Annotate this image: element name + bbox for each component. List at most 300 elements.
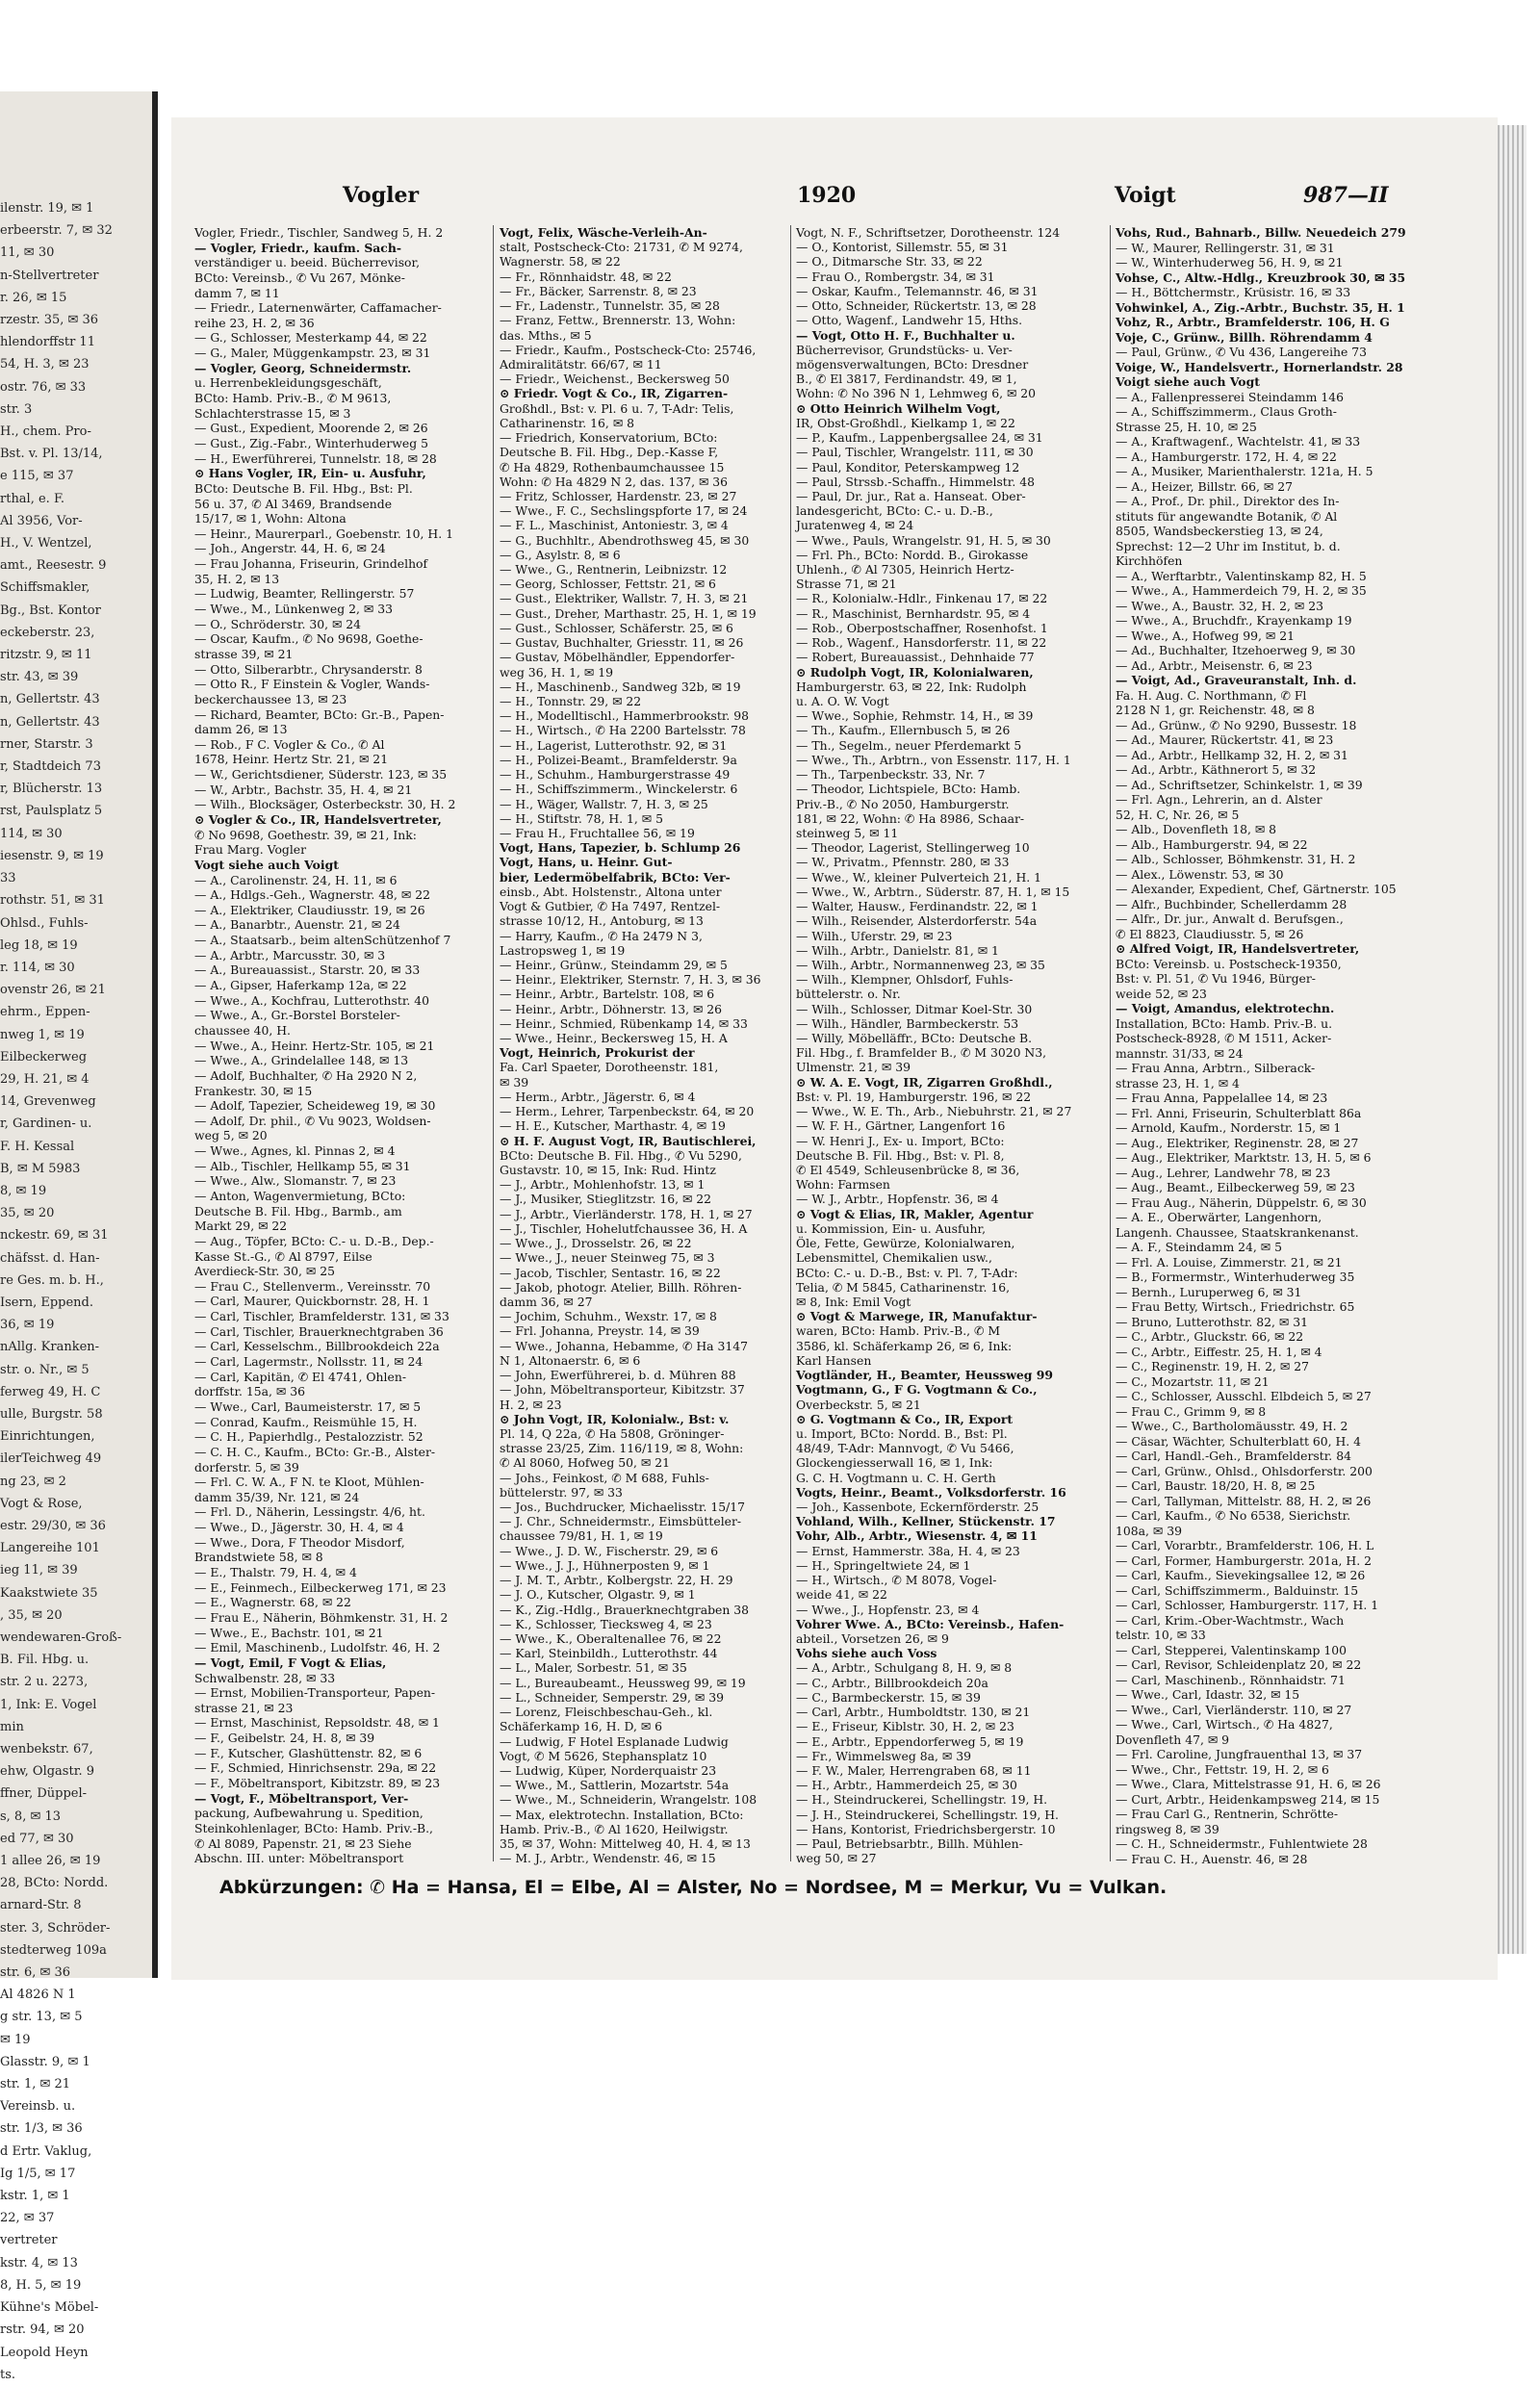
- directory-entry: mögensverwaltungen, BCto: Dresdner: [796, 356, 1029, 372]
- directory-entry: — Wwe., E., Bachstr. 101, ✉ 21: [194, 1625, 384, 1640]
- directory-entry: — C., Arbtr., Eiffestr. 25, H. 1, ✉ 4: [1116, 1344, 1322, 1359]
- directory-entry: — C., Arbtr., Billbrookdeich 20a: [796, 1675, 988, 1690]
- directory-entry: — Otto R., F Einstein & Vogler, Wands-: [194, 677, 430, 692]
- directory-entry: — J., Musiker, Stieglitzstr. 16, ✉ 22: [500, 1192, 712, 1207]
- column-4: [1116, 225, 1438, 1866]
- directory-entry: BCto: Vereinsb. u. Postscheck-19350,: [1116, 956, 1342, 971]
- directory-entry: — Heinr., Grünw., Steindamm 29, ✉ 5: [500, 957, 728, 972]
- directory-entry: — F., Kutscher, Glashüttenstr. 82, ✉ 6: [194, 1745, 423, 1760]
- directory-entry: Vohwinkel, A., Zig.-Arbtr., Buchstr. 35, H. 1: [1116, 299, 1405, 315]
- directory-entry: damm 26, ✉ 13: [194, 722, 288, 737]
- directory-entry: — O., Ditmarsche Str. 33, ✉ 22: [796, 254, 983, 269]
- directory-entry: weg 50, ✉ 27: [796, 1851, 877, 1866]
- directory-entry: — Carl, Maurer, Quickbornstr. 28, H. 1: [194, 1294, 430, 1309]
- directory-entry: — Fr., Ladenstr., Tunnelstr. 35, ✉ 28: [500, 298, 720, 314]
- directory-entry: — Wwe., J. D. W., Fischerstr. 29, ✉ 6: [500, 1543, 719, 1558]
- directory-entry: — Fr., Bäcker, Sarrenstr. 8, ✉ 23: [500, 283, 697, 298]
- directory-entry: — Carl, Baustr. 18/20, H. 8, ✉ 25: [1116, 1478, 1316, 1493]
- directory-entry: — A., Prof., Dr. phil., Direktor des In-: [1116, 494, 1340, 508]
- left-page-line: rner, Starstr. 3: [0, 736, 93, 752]
- directory-entry: abteil., Vorsetzen 26, ✉ 9: [796, 1631, 949, 1646]
- directory-entry: — L., Bureaubeamt., Heussweg 99, ✉ 19: [500, 1675, 746, 1690]
- directory-entry: Uhlenh., ✆ Al 7305, Heinrich Hertz-: [796, 562, 1014, 577]
- left-page-line: rstr. 94, ✉ 20: [0, 2322, 85, 2338]
- left-page-line: 11, ✉ 30: [0, 245, 55, 261]
- directory-entry: — C., Mozartstr. 11, ✉ 21: [1116, 1373, 1270, 1389]
- directory-entry: ⊙ Vogler & Co., IR, Handelsvertreter,: [194, 811, 442, 827]
- directory-entry: — Wwe., J., Hopfenstr. 23, ✉ 4: [796, 1602, 980, 1617]
- directory-entry: — Jos., Buchdrucker, Michaelisstr. 15/17: [500, 1500, 746, 1515]
- directory-entry: — Gustav, Möbelhändler, Eppendorfer-: [500, 650, 735, 665]
- directory-entry: Hamb. Priv.-B., ✆ Al 1620, Heilwigstr.: [500, 1821, 729, 1836]
- directory-entry: — Carl, Schiffszimmerm., Balduinstr. 15: [1116, 1582, 1359, 1598]
- left-page-line: arnard-Str. 8: [0, 1898, 82, 1913]
- directory-entry: H. 2, ✉ 23: [500, 1397, 562, 1412]
- directory-entry: 2128 N 1, gr. Reichenstr. 48, ✉ 8: [1116, 703, 1315, 717]
- directory-entry: Vohs siehe auch Voss: [796, 1646, 937, 1661]
- directory-entry: — H., Modelltischl., Hammerbrookstr. 98: [500, 708, 750, 724]
- directory-entry: ⊙ Friedr. Vogt & Co., IR, Zigarren-: [500, 386, 729, 401]
- directory-entry: — Carl, Krim.-Ober-Wachtmstr., Wach: [1116, 1612, 1345, 1628]
- left-page-line: ts.: [0, 2367, 16, 2382]
- directory-entry: — A., Schiffszimmerm., Claus Groth-: [1116, 404, 1337, 419]
- directory-entry: — F. L., Maschinist, Antoniestr. 3, ✉ 4: [500, 518, 729, 533]
- directory-entry: — Wwe., Alw., Slomanstr. 7, ✉ 23: [194, 1173, 397, 1189]
- directory-entry: 1678, Heinr. Hertz Str. 21, ✉ 21: [194, 752, 389, 767]
- directory-entry: — Fr., Wimmelsweg 8a, ✉ 39: [796, 1748, 971, 1763]
- directory-entry: Dovenfleth 47, ✉ 9: [1116, 1732, 1230, 1747]
- directory-entry: — F., Schmied, Hinrichsenstr. 29a, ✉ 22: [194, 1760, 437, 1776]
- left-page-line: vertreter: [0, 2233, 58, 2248]
- directory-entry: — H., Wäger, Wallstr. 7, H. 3, ✉ 25: [500, 796, 708, 811]
- directory-entry: BCto: Deutsche B. Fil. Hbg., ✆ Vu 5290,: [500, 1147, 742, 1163]
- directory-entry: dorferstr. 5, ✉ 39: [194, 1459, 299, 1475]
- directory-entry: — E., Arbtr., Eppendorferweg 5, ✉ 19: [796, 1733, 1024, 1749]
- left-page-line: 36, ✉ 19: [0, 1318, 55, 1333]
- left-page-line: Leopold Heyn: [0, 2345, 89, 2360]
- directory-entry: — R., Maschinist, Bernhardstr. 95, ✉ 4: [796, 605, 1031, 621]
- directory-entry: — Walter, Hausw., Ferdinandstr. 22, ✉ 1: [796, 899, 1039, 914]
- directory-entry: — Wilh., Blocksäger, Osterbeckstr. 30, H. 2: [194, 797, 456, 812]
- directory-entry: — Alfr., Buchbinder, Schellerdamm 28: [1116, 896, 1348, 911]
- page-number: 987—II: [1303, 183, 1389, 208]
- page-edge-stack: [1498, 125, 1527, 1954]
- directory-entry: — Wwe., Chr., Fettstr. 19, H. 2, ✉ 6: [1116, 1761, 1329, 1777]
- left-page-line: ilerTeichweg 49: [0, 1451, 102, 1467]
- directory-entry: — Theodor, Lagerist, Stellingerweg 10: [796, 840, 1030, 856]
- directory-entry: — F. W., Maler, Herrengraben 68, ✉ 11: [796, 1762, 1032, 1778]
- left-page-line: Eilbeckerweg: [0, 1049, 88, 1065]
- directory-entry: — Frl. Anni, Friseurin, Schulterblatt 86a: [1116, 1105, 1362, 1120]
- directory-entry: — W., Winterhuderweg 56, H. 9, ✉ 21: [1116, 255, 1344, 269]
- directory-entry: büttelerstr. 97, ✉ 33: [500, 1484, 623, 1500]
- directory-entry: — E., Wagnerstr. 68, ✉ 22: [194, 1595, 351, 1610]
- directory-entry: — E., Feinmech., Eilbeckerweg 171, ✉ 23: [194, 1579, 447, 1595]
- directory-entry: — O., Schröderstr. 30, ✉ 24: [194, 616, 362, 631]
- left-page-line: ed 77, ✉ 30: [0, 1831, 74, 1846]
- directory-entry: — A. F., Steindamm 24, ✉ 5: [1116, 1240, 1282, 1254]
- directory-entry: — A., Musiker, Marienthalerstr. 121a, H. 5: [1116, 464, 1373, 478]
- directory-entry: — C., Arbtr., Gluckstr. 66, ✉ 22: [1116, 1329, 1304, 1344]
- directory-entry: — Aug., Elektriker, Marktstr. 13, H. 5, ✉ 6: [1116, 1150, 1372, 1165]
- directory-entry: — Frl. Agn., Lehrerin, an d. Alster: [1116, 792, 1322, 807]
- directory-entry: — O., Kontorist, Sillemstr. 55, ✉ 31: [796, 240, 1009, 255]
- left-page-line: str. 43, ✉ 39: [0, 670, 79, 685]
- directory-entry: — Ad., Arbtr., Meisenstr. 6, ✉ 23: [1116, 657, 1313, 673]
- directory-entry: — A., Heizer, Billstr. 66, ✉ 27: [1116, 478, 1293, 494]
- directory-entry: Hamburgerstr. 63, ✉ 22, Ink: Rudolph: [796, 679, 1027, 694]
- directory-entry: — F., Möbeltransport, Kibitzstr. 89, ✉ 23: [194, 1775, 441, 1790]
- left-page-line: 8, H. 5, ✉ 19: [0, 2277, 82, 2293]
- directory-entry: — Frau C. H., Auenstr. 46, ✉ 28: [1116, 1851, 1308, 1866]
- directory-entry: reihe 23, H. 2, ✉ 36: [194, 315, 315, 330]
- directory-entry: — J. O., Kutscher, Olgastr. 9, ✉ 1: [500, 1587, 696, 1603]
- directory-entry: — A. E., Oberwärter, Langenhorn,: [1116, 1210, 1322, 1224]
- directory-entry: — A., Carolinenstr. 24, H. 11, ✉ 6: [194, 872, 398, 887]
- directory-entry: — Wwe., D., Jägerstr. 30, H. 4, ✉ 4: [194, 1520, 404, 1535]
- directory-entry: Steinkohlenlager, BCto: Hamb. Priv.-B.,: [194, 1820, 433, 1835]
- left-page-line: H., V. Wentzel,: [0, 536, 92, 552]
- directory-entry: — Vogler, Georg, Schneidermstr.: [194, 360, 412, 375]
- directory-entry: Postscheck-8928, ✆ M 1511, Acker-: [1116, 1031, 1332, 1045]
- column-divider: [790, 225, 791, 1861]
- directory-entry: — Frau Carl G., Rentnerin, Schrötte-: [1116, 1807, 1339, 1821]
- directory-entry: Installation, BCto: Hamb. Priv.-B. u.: [1116, 1015, 1333, 1031]
- directory-entry: strasse 23, H. 1, ✉ 4: [1116, 1075, 1240, 1090]
- directory-entry: — Wwe., Clara, Mittelstrasse 91, H. 6, ✉ 26: [1116, 1777, 1381, 1791]
- directory-entry: — Wilh., Reisender, Alsterdorferstr. 54a: [796, 913, 1038, 929]
- directory-entry: — Voigt, Amandus, elektrotechn.: [1116, 1001, 1335, 1015]
- directory-entry: — Th., Kaufm., Ellernbusch 5, ✉ 26: [796, 723, 1011, 738]
- directory-entry: Kirchhöfen: [1116, 553, 1183, 568]
- directory-entry: — Ludwig, F Hotel Esplanade Ludwig: [500, 1733, 729, 1749]
- left-page-line: estr. 29/30, ✉ 36: [0, 1518, 106, 1533]
- directory-entry: Pl. 14, Q 22a, ✆ Ha 5808, Gröninger-: [500, 1425, 725, 1441]
- left-page-line: ng 23, ✉ 2: [0, 1474, 66, 1489]
- directory-entry: Telia, ✆ M 5845, Catharinenstr. 16,: [796, 1279, 1011, 1295]
- left-page-line: rzestr. 35, ✉ 36: [0, 313, 99, 328]
- directory-entry: 48/49, T-Adr: Mannvogt, ✆ Vu 5466,: [796, 1441, 1014, 1456]
- left-page-line: H., chem. Pro-: [0, 424, 91, 440]
- directory-entry: — Carl, Schlosser, Hamburgerstr. 117, H. 1: [1116, 1598, 1379, 1612]
- directory-entry: — W. Henri J., Ex- u. Import, BCto:: [796, 1133, 1005, 1148]
- directory-entry: — Wwe., M., Schneiderin, Wrangelstr. 108: [500, 1792, 757, 1808]
- directory-entry: — W. F. H., Gärtner, Langenfort 16: [796, 1118, 1006, 1134]
- left-page-line: 29, H. 21, ✉ 4: [0, 1071, 90, 1087]
- directory-entry: — Wwe., A., Hofweg 99, ✉ 21: [1116, 628, 1295, 643]
- directory-entry: — Alb., Hamburgerstr. 94, ✉ 22: [1116, 836, 1308, 852]
- left-page-line: ovenstr 26, ✉ 21: [0, 983, 106, 998]
- directory-entry: — Heinr., Elektriker, Sternstr. 7, H. 3, ✉ 36: [500, 972, 761, 988]
- directory-entry: — Jakob, photogr. Atelier, Billh. Röhren-: [500, 1279, 742, 1295]
- left-page-line: B. Fil. Hbg. u.: [0, 1653, 90, 1668]
- directory-entry: ringsweg 8, ✉ 39: [1116, 1821, 1219, 1836]
- directory-entry: Vohland, Wilh., Kellner, Stückenstr. 17: [796, 1514, 1056, 1529]
- directory-entry: 35, ✉ 37, Wohn: Mittelweg 40, H. 4, ✉ 13: [500, 1836, 751, 1852]
- column-2: [500, 225, 786, 1866]
- directory-entry: u. Import, BCto: Nordd. B., Bst: Pl.: [796, 1425, 1008, 1441]
- directory-entry: — Wwe., M., Lünkenweg 2, ✉ 33: [194, 602, 393, 617]
- directory-entry: — W., Arbtr., Bachstr. 35, H. 4, ✉ 21: [194, 782, 413, 797]
- left-page-line: e 115, ✉ 37: [0, 469, 74, 484]
- directory-entry: Bücherrevisor, Grundstücks- u. Ver-: [796, 342, 1013, 357]
- directory-entry: — Willy, Möbelläffr., BCto: Deutsche B.: [796, 1031, 1033, 1046]
- directory-entry: chaussee 79/81, H. 1, ✉ 19: [500, 1528, 663, 1544]
- directory-entry: — Vogler, Friedr., kaufm. Sach-: [194, 240, 402, 255]
- left-page-line: 14, Grevenweg: [0, 1094, 96, 1110]
- directory-entry: Voje, C., Grünw., Billh. Röhrendamm 4: [1116, 329, 1373, 345]
- directory-entry: ✆ El 4549, Schleusenbrücke 8, ✉ 36,: [796, 1163, 1020, 1177]
- directory-entry: Vogt, Heinrich, Prokurist der: [500, 1045, 695, 1061]
- directory-entry: — J. M. T., Arbtr., Kolbergstr. 22, H. 29: [500, 1573, 733, 1588]
- left-page-line: r, Blücherstr. 13: [0, 782, 103, 797]
- directory-entry: — Aug., Töpfer, BCto: C.- u. D.-B., Dep.-: [194, 1233, 434, 1248]
- directory-entry: — Vogt, Otto H. F., Buchhalter u.: [796, 327, 1015, 343]
- left-page-line: n, Gellertstr. 43: [0, 692, 100, 707]
- directory-entry: ✆ Al 8060, Hofweg 50, ✉ 21: [500, 1455, 670, 1471]
- directory-entry: waren, BCto: Hamb. Priv.-B., ✆ M: [796, 1323, 1001, 1339]
- directory-entry: einsb., Abt. Holstenstr., Altona unter: [500, 884, 722, 899]
- directory-entry: — Gustav, Buchhalter, Griesstr. 11, ✉ 26: [500, 635, 744, 651]
- directory-entry: — Ernst, Hammerstr. 38a, H. 4, ✉ 23: [796, 1543, 1020, 1558]
- directory-entry: — Richard, Beamter, BCto: Gr.-B., Papen-: [194, 706, 445, 722]
- directory-entry: packung, Aufbewahrung u. Spedition,: [194, 1806, 424, 1821]
- left-page-line: ilenstr. 19, ✉ 1: [0, 201, 94, 216]
- directory-entry: — Wwe., J., neuer Steinweg 75, ✉ 3: [500, 1250, 715, 1266]
- directory-entry: — Heinr., Arbtr., Döhnerstr. 13, ✉ 26: [500, 1001, 723, 1016]
- directory-entry: Vogt, Felix, Wäsche-Verleih-An-: [500, 225, 707, 240]
- directory-entry: — Frau C., Stellenverm., Vereinsstr. 70: [194, 1278, 431, 1294]
- directory-entry: Fil. Hbg., f. Bramfelder B., ✆ M 3020 N3,: [796, 1045, 1047, 1061]
- left-page-line: stedterweg 109a: [0, 1942, 107, 1958]
- directory-entry: — Paul, Strssb.-Schaffn., Himmelstr. 48: [796, 474, 1035, 489]
- left-page-line: 22, ✉ 37: [0, 2211, 55, 2226]
- directory-entry: — Alb., Dovenfleth 18, ✉ 8: [1116, 822, 1277, 836]
- left-page-fragment: [0, 91, 158, 2382]
- directory-entry: ⊙ Alfred Voigt, IR, Handelsvertreter,: [1116, 941, 1360, 956]
- left-page-text: [0, 197, 144, 2382]
- directory-entry: — Frl. Caroline, Jungfrauenthal 13, ✉ 37: [1116, 1747, 1363, 1761]
- directory-entry: — M. J., Arbtr., Wendenstr. 46, ✉ 15: [500, 1851, 716, 1866]
- directory-entry: — Aug., Elektriker, Reginenstr. 28, ✉ 27: [1116, 1135, 1359, 1150]
- directory-entry: — John, Möbeltransporteur, Kibitzstr. 37: [500, 1382, 745, 1398]
- directory-entry: — A., Arbtr., Marcusstr. 30, ✉ 3: [194, 947, 386, 962]
- left-page-line: Isern, Eppend.: [0, 1295, 94, 1310]
- directory-entry: — E., Thalstr. 79, H. 4, ✉ 4: [194, 1565, 357, 1580]
- left-page-line: str. 2 u. 2273,: [0, 1675, 89, 1690]
- directory-entry: — A., Hamburgerstr. 172, H. 4, ✉ 22: [1116, 449, 1337, 464]
- directory-entry: — A., Kraftwagenf., Wachtelstr. 41, ✉ 33: [1116, 434, 1361, 449]
- directory-entry: — Wilh., Uferstr. 29, ✉ 23: [796, 928, 953, 943]
- directory-entry: Abschn. III. unter: Möbeltransport: [194, 1851, 404, 1866]
- directory-entry: — Carl, Kaufm., ✆ No 6538, Sierichstr.: [1116, 1508, 1351, 1523]
- directory-entry: — Lorenz, Fleischbeschau-Geh., kl.: [500, 1705, 713, 1720]
- directory-entry: — Johs., Feinkost, ✆ M 688, Fuhls-: [500, 1470, 709, 1485]
- directory-entry: — Ludwig, Küper, Norderquaistr 23: [500, 1762, 717, 1778]
- directory-entry: — Wilh., Schlosser, Ditmar Koel-Str. 30: [796, 1001, 1033, 1016]
- directory-entry: — Wwe., Carl, Vierländerstr. 110, ✉ 27: [1116, 1702, 1352, 1717]
- directory-entry: — Bernh., Luruperweg 6, ✉ 31: [1116, 1284, 1302, 1299]
- directory-entry: — Ad., Grünw., ✆ No 9290, Bussestr. 18: [1116, 717, 1357, 732]
- directory-entry: 8505, Wandsbeckerstieg 13, ✉ 24,: [1116, 524, 1323, 538]
- directory-entry: — Herm., Arbtr., Jägerstr. 6, ✉ 4: [500, 1089, 696, 1104]
- directory-entry: — H., Stiftstr. 78, H. 1, ✉ 5: [500, 810, 664, 826]
- left-page-line: Kühne's Möbel-: [0, 2300, 99, 2316]
- directory-entry: — Wwe., Carl, Baumeisterstr. 17, ✉ 5: [194, 1398, 422, 1414]
- directory-entry: Voige, W., Handelsvertr., Hornerlandstr. 28: [1116, 359, 1403, 374]
- directory-entry: — A., Banarbtr., Auenstr. 21, ✉ 24: [194, 917, 400, 933]
- directory-entry: — Frau H., Fruchtallee 56, ✉ 19: [500, 825, 695, 840]
- directory-entry: Wohn: Farmsen: [796, 1177, 890, 1193]
- directory-entry: — H., Böttchermstr., Krüsistr. 16, ✉ 33: [1116, 285, 1351, 299]
- directory-entry: — Ernst, Maschinist, Repsoldstr. 48, ✉ 1: [194, 1715, 440, 1731]
- directory-entry: — Paul, Grünw., ✆ Vu 436, Langereihe 73: [1116, 345, 1368, 359]
- directory-entry: — Wwe., Carl, Idastr. 32, ✉ 15: [1116, 1687, 1300, 1702]
- directory-entry: — Joh., Kassenbote, Eckernförderstr. 25: [796, 1500, 1040, 1515]
- directory-entry: — Paul, Konditor, Peterskampweg 12: [796, 459, 1020, 475]
- directory-entry: — Wilh., Händler, Barmbeckerstr. 53: [796, 1015, 1019, 1031]
- left-page-line: chäfsst. d. Han-: [0, 1250, 100, 1266]
- directory-entry: — Wwe., A., Grindelallee 148, ✉ 13: [194, 1053, 409, 1068]
- directory-entry: — Rob., F C. Vogler & Co., ✆ Al: [194, 736, 385, 752]
- directory-entry: Strasse 25, H. 10, ✉ 25: [1116, 419, 1257, 434]
- directory-entry: — Carl, Lagermstr., Nollsstr. 11, ✉ 24: [194, 1354, 424, 1370]
- left-page-line: 33: [0, 871, 16, 886]
- directory-entry: — Ludwig, Beamter, Rellingerstr. 57: [194, 586, 415, 602]
- directory-entry: Markt 29, ✉ 22: [194, 1219, 288, 1234]
- directory-entry: landesgericht, BCto: C.- u. D.-B.,: [796, 503, 993, 519]
- directory-entry: Ulmenstr. 21, ✉ 39: [796, 1060, 911, 1075]
- directory-entry: — Carl, Kesselschm., Billbrookdeich 22a: [194, 1339, 440, 1354]
- directory-entry: — Gust., Expedient, Moorende 2, ✉ 26: [194, 421, 428, 436]
- directory-entry: — Otto, Wagenf., Landwehr 15, Hths.: [796, 313, 1023, 328]
- directory-entry: Karl Hansen: [796, 1352, 872, 1368]
- directory-entry: weide 52, ✉ 23: [1116, 986, 1207, 1001]
- directory-entry: — A., Bureauassist., Starstr. 20, ✉ 33: [194, 962, 421, 978]
- left-page-line: nweg 1, ✉ 19: [0, 1027, 85, 1042]
- directory-entry: — Paul, Betriebsarbtr., Billh. Mühlen-: [796, 1836, 1023, 1852]
- directory-entry: — K., Schlosser, Tiecksweg 4, ✉ 23: [500, 1616, 712, 1631]
- directory-entry: Langenh. Chaussee, Staatskrankenanst.: [1116, 1224, 1359, 1240]
- directory-entry: Bst: v. Pl. 51, ✆ Vu 1946, Bürger-: [1116, 971, 1316, 986]
- directory-entry: — Wwe., Sophie, Rehmstr. 14, H., ✉ 39: [796, 708, 1034, 724]
- directory-entry: — Otto, Silberarbtr., Chrysanderstr. 8: [194, 661, 423, 677]
- directory-entry: damm 35/39, Nr. 121, ✉ 24: [194, 1489, 360, 1504]
- left-page-line: kstr. 4, ✉ 13: [0, 2255, 78, 2271]
- directory-entry: Overbeckstr. 5, ✉ 21: [796, 1397, 921, 1412]
- directory-entry: ⊙ John Vogt, IR, Kolonialw., Bst: v.: [500, 1411, 730, 1426]
- left-page-line: ieg 11, ✉ 39: [0, 1563, 78, 1578]
- directory-entry: BCto: Vereinsb., ✆ Vu 267, Mönke-: [194, 269, 405, 285]
- directory-entry: — Ad., Arbtr., Käthnerort 5, ✉ 32: [1116, 762, 1317, 777]
- directory-entry: — Wilh., Klempner, Ohlsdorf, Fuhls-: [796, 972, 1014, 988]
- left-page-line: d Ertr. Vaklug,: [0, 2143, 92, 2159]
- directory-entry: — Wwe., F. C., Sechslingspforte 17, ✉ 24: [500, 503, 748, 519]
- left-page-line: rthal, e. F.: [0, 491, 65, 506]
- directory-entry: Vogt & Gutbier, ✆ Ha 7497, Rentzel-: [500, 899, 721, 914]
- directory-entry: verständiger u. beeid. Bücherrevisor,: [194, 255, 421, 270]
- directory-entry: — J. Chr., Schneidermstr., Eimsbütteler-: [500, 1514, 742, 1529]
- directory-entry: — Adolf, Tapezier, Scheideweg 19, ✉ 30: [194, 1098, 436, 1114]
- column-1: [194, 225, 488, 1866]
- directory-entry: — H., Schuhm., Hamburgerstrasse 49: [500, 767, 731, 783]
- directory-entry: — Wwe., W., kleiner Pulverteich 21, H. 1: [796, 869, 1042, 885]
- left-page-line: ulle, Burgstr. 58: [0, 1406, 103, 1422]
- directory-entry: Deutsche B. Fil. Hbg., Bst: v. Pl. 8,: [796, 1147, 1005, 1163]
- directory-entry: — Ad., Maurer, Rückertstr. 41, ✉ 23: [1116, 732, 1334, 747]
- column-divider: [1110, 225, 1111, 1861]
- directory-entry: — C., Reginenstr. 19, H. 2, ✉ 27: [1116, 1359, 1309, 1373]
- directory-entry: — Carl, Tischler, Bramfelderstr. 131, ✉ 33: [194, 1309, 449, 1324]
- directory-entry: — Wwe., Th., Arbtrn., von Essenstr. 117, H. 1: [796, 752, 1071, 767]
- directory-entry: — Wwe., A., Bruchdfr., Krayenkamp 19: [1116, 613, 1352, 628]
- directory-entry: — G., Maler, Müggenkampstr. 23, ✉ 31: [194, 346, 431, 361]
- directory-entry: — Ad., Buchhalter, Itzehoerweg 9, ✉ 30: [1116, 643, 1356, 657]
- directory-entry: — A., Staatsarb., beim altenSchützenhof 7: [194, 933, 451, 948]
- directory-entry: — John, Ewerführerei, b. d. Mühren 88: [500, 1368, 736, 1383]
- directory-entry: beckerchaussee 13, ✉ 23: [194, 691, 347, 706]
- directory-entry: 35, H. 2, ✉ 13: [194, 571, 280, 586]
- left-page-line: str. 3: [0, 401, 33, 417]
- directory-entry: büttelerstr. o. Nr.: [796, 987, 901, 1002]
- header-right: Voigt: [1115, 183, 1176, 208]
- directory-entry: — B., Formermstr., Winterhuderweg 35: [1116, 1270, 1355, 1284]
- directory-entry: ⊙ Hans Vogler, IR, Ein- u. Ausfuhr,: [194, 466, 426, 481]
- directory-entry: — H., Springeltwiete 24, ✉ 1: [796, 1557, 971, 1573]
- left-page-line: ffner, Düppel-: [0, 1786, 88, 1802]
- directory-entry: — A., Arbtr., Schulgang 8, H. 9, ✉ 8: [796, 1660, 1013, 1676]
- directory-entry: strasse 39, ✉ 21: [194, 646, 294, 661]
- directory-entry: — R., Kolonialw.-Hdlr., Finkenau 17, ✉ 22: [796, 591, 1048, 606]
- directory-entry: ✆ Al 8089, Papenstr. 21, ✉ 23 Siehe: [194, 1835, 412, 1851]
- directory-entry: — Wwe., Heinr., Beckersweg 15, H. A: [500, 1031, 728, 1046]
- directory-entry: — Oskar, Kaufm., Telemannstr. 46, ✉ 31: [796, 283, 1039, 298]
- directory-entry: — Friedr., Laternenwärter, Caffamacher-: [194, 300, 442, 316]
- directory-entry: BCto: C.- u. D.-B., Bst: v. Pl. 7, T-Adr:: [796, 1265, 1018, 1280]
- directory-entry: weide 41, ✉ 22: [796, 1587, 887, 1603]
- directory-entry: — Gust., Zig.-Fabr., Winterhuderweg 5: [194, 435, 428, 450]
- directory-entry: ⊙ Rudolph Vogt, IR, Kolonialwaren,: [796, 664, 1034, 680]
- directory-entry: Großhdl., Bst: v. Pl. 6 u. 7, T-Adr: Telis,: [500, 400, 734, 416]
- directory-entry: — Rob., Wagenf., Hansdorferstr. 11, ✉ 22: [796, 635, 1047, 651]
- directory-entry: — Alb., Schlosser, Böhmkenstr. 31, H. 2: [1116, 852, 1356, 866]
- left-page-line: ster. 3, Schröder-: [0, 1920, 111, 1936]
- left-page-line: Al 3956, Vor-: [0, 513, 83, 528]
- left-page-line: str. o. Nr., ✉ 5: [0, 1362, 90, 1377]
- directory-entry: mannstr. 31/33, ✉ 24: [1116, 1045, 1244, 1061]
- directory-entry: — W., Maurer, Rellingerstr. 31, ✉ 31: [1116, 240, 1335, 255]
- directory-entry: — Wwe., Carl, Wirtsch., ✆ Ha 4827,: [1116, 1717, 1333, 1732]
- directory-entry: — H., Schiffszimmerm., Winckelerstr. 6: [500, 782, 738, 797]
- left-page-line: Ohlsd., Fuhls-: [0, 915, 89, 931]
- directory-entry: — Frau Anna, Pappelallee 14, ✉ 23: [1116, 1090, 1328, 1105]
- directory-entry: — Wwe., A., Baustr. 32, H. 2, ✉ 23: [1116, 598, 1324, 613]
- directory-entry: — C., Schlosser, Ausschl. Elbdeich 5, ✉ 27: [1116, 1389, 1372, 1403]
- directory-entry: — Frl. A. Louise, Zimmerstr. 21, ✉ 21: [1116, 1254, 1343, 1270]
- directory-entry: — Frau E., Näherin, Böhmkenstr. 31, H. 2: [194, 1609, 449, 1625]
- directory-entry: — Friedr., Weichenst., Beckersweg 50: [500, 372, 730, 387]
- directory-entry: — Frau Aug., Näherin, Düppelstr. 6, ✉ 30: [1116, 1194, 1367, 1210]
- left-page-line: g str. 13, ✉ 5: [0, 2010, 83, 2025]
- left-page-line: s, 8, ✉ 13: [0, 1809, 62, 1824]
- directory-entry: BCto: Hamb. Priv.-B., ✆ M 9613,: [194, 391, 392, 406]
- directory-entry: — Fritz, Schlosser, Hardenstr. 23, ✉ 27: [500, 488, 737, 503]
- directory-entry: Averdieck-Str. 30, ✉ 25: [194, 1264, 335, 1279]
- left-page-line: hlendorffstr 11: [0, 335, 95, 350]
- left-page-line: Langereihe 101: [0, 1541, 100, 1556]
- left-page-line: leg 18, ✉ 19: [0, 937, 78, 953]
- left-page-line: n, Gellertstr. 43: [0, 714, 100, 730]
